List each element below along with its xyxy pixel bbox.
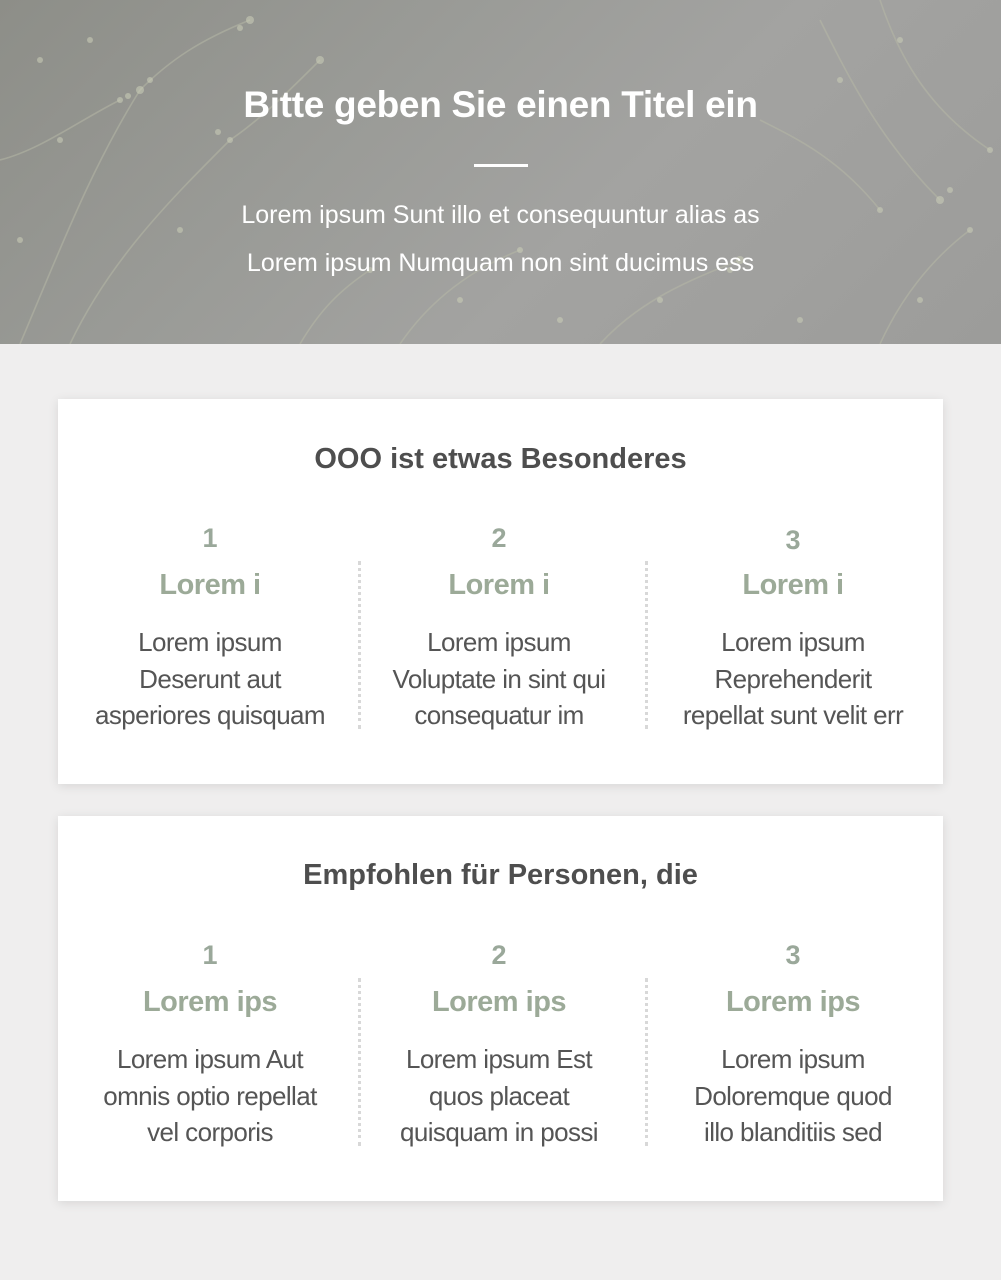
feature-description-line: consequatur im — [414, 700, 584, 730]
feature-number: 1 — [202, 940, 218, 970]
feature-description-line: Lorem ipsum — [721, 627, 865, 657]
feature-number: 1 — [202, 523, 218, 553]
hero-banner — [0, 0, 1001, 344]
feature-heading: Lorem ips — [142, 986, 278, 1018]
feature-number: 2 — [491, 940, 507, 970]
feature-description-line: Lorem ipsum Est — [405, 1044, 593, 1074]
hero-subtitle-line-1: Lorem ipsum Sunt illo et consequuntur alias as — [241, 201, 760, 229]
feature-description-line: Reprehenderit — [714, 663, 872, 694]
feature-description-line: Deserunt aut — [139, 663, 281, 694]
feature-heading: Lorem i — [742, 569, 844, 601]
feature-description-line: Lorem ipsum — [427, 627, 571, 657]
feature-description-line: asperiores quisquam — [95, 700, 325, 730]
feature-description — [75, 624, 345, 734]
feature-description-line: Lorem ipsum Aut — [116, 1044, 304, 1074]
title-divider — [474, 164, 528, 167]
section-title: OOO ist etwas Besonderes — [314, 443, 687, 475]
feature-heading: Lorem i — [159, 569, 261, 601]
feature-description — [364, 1041, 634, 1151]
feature-description-line: repellat sunt velit err — [682, 700, 904, 730]
section-card-special — [58, 399, 943, 784]
column-divider — [358, 561, 361, 729]
feature-number: 3 — [785, 525, 801, 555]
feature-number: 2 — [491, 523, 507, 553]
section-title: Empfohlen für Personen, die — [303, 859, 698, 891]
feature-description-line: quos placeat — [428, 1080, 570, 1111]
page-title: Bitte geben Sie einen Titel ein — [243, 84, 758, 125]
feature-description — [75, 1041, 345, 1151]
feature-heading: Lorem ips — [431, 986, 567, 1018]
hero-subtitle-line-2: Lorem ipsum Numquam non sint ducimus ess — [246, 249, 755, 277]
feature-description-line: omnis optio repellat — [103, 1080, 317, 1111]
feature-description-line: illo blanditiis sed — [704, 1117, 882, 1147]
feature-description — [364, 624, 634, 734]
feature-description-line: vel corporis — [147, 1117, 273, 1147]
feature-heading: Lorem i — [448, 569, 550, 601]
column-divider — [645, 561, 648, 729]
feature-description — [658, 1041, 928, 1151]
feature-description-line: Lorem ipsum — [138, 627, 282, 657]
feature-description-line: Lorem ipsum — [721, 1044, 865, 1074]
feature-description-line: Voluptate in sint qui — [392, 663, 606, 694]
feature-description — [658, 624, 928, 734]
feature-description-line: quisquam in possi — [400, 1117, 598, 1147]
column-divider — [645, 978, 648, 1146]
column-divider — [358, 978, 361, 1146]
feature-description-line: Doloremque quod — [694, 1080, 892, 1111]
feature-heading: Lorem ips — [725, 986, 861, 1018]
feature-number: 3 — [785, 940, 801, 970]
floral-background-image — [0, 0, 1001, 344]
section-card-recommended — [58, 816, 943, 1201]
